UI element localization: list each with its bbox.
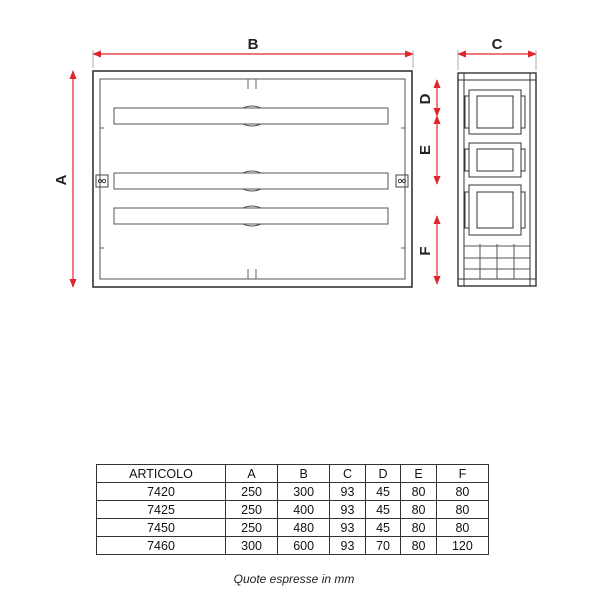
col-header: D — [365, 465, 401, 483]
side-compartment-middle — [465, 143, 525, 177]
table-cell: 80 — [436, 483, 488, 501]
dim-label-a: A — [53, 174, 70, 186]
dim-label-b: B — [247, 36, 259, 53]
col-header: A — [226, 465, 278, 483]
table-row — [97, 483, 489, 501]
col-header: B — [278, 465, 330, 483]
table-cell: 45 — [365, 483, 401, 501]
col-header: F — [436, 465, 488, 483]
table-row — [97, 501, 489, 519]
table-cell: 7425 — [97, 501, 226, 519]
table-header-row — [97, 465, 489, 483]
table-cell: 45 — [365, 519, 401, 537]
dim-label-c: C — [491, 36, 503, 53]
table-cell: 7420 — [97, 483, 226, 501]
table-cell: 70 — [365, 537, 401, 555]
side-view — [458, 73, 536, 286]
bracket-left — [96, 175, 108, 187]
side-compartment-lower — [465, 185, 525, 235]
table-cell: 120 — [436, 537, 488, 555]
table-cell: 80 — [401, 537, 437, 555]
dim-label-e: E — [417, 144, 434, 156]
table-cell: 300 — [278, 483, 330, 501]
din-rail-1 — [114, 106, 388, 126]
table-cell: 80 — [436, 519, 488, 537]
col-header: ARTICOLO — [97, 465, 226, 483]
dim-label-d: D — [417, 93, 434, 105]
table-cell: 80 — [401, 483, 437, 501]
table-cell: 300 — [226, 537, 278, 555]
table-cell: 80 — [401, 501, 437, 519]
table-cell: 80 — [436, 501, 488, 519]
table-cell: 480 — [278, 519, 330, 537]
bracket-right — [396, 175, 408, 187]
table-cell: 45 — [365, 501, 401, 519]
dimensions-table — [96, 464, 489, 555]
table-row — [97, 519, 489, 537]
col-header: E — [401, 465, 437, 483]
table-cell: 7450 — [97, 519, 226, 537]
din-rail-3 — [114, 206, 388, 226]
table-cell: 93 — [330, 519, 366, 537]
front-view — [93, 71, 412, 287]
table-cell: 250 — [226, 519, 278, 537]
dim-label-f: F — [417, 246, 434, 256]
table-cell: 93 — [330, 483, 366, 501]
din-rail-2 — [114, 171, 388, 191]
table-cell: 250 — [226, 483, 278, 501]
table-cell: 93 — [330, 501, 366, 519]
table-cell: 93 — [330, 537, 366, 555]
table-cell: 400 — [278, 501, 330, 519]
table-cell: 7460 — [97, 537, 226, 555]
table-cell: 600 — [278, 537, 330, 555]
front-outer-frame — [93, 71, 412, 287]
center-ticks — [100, 79, 405, 279]
units-caption: Quote espresse in mm — [233, 572, 355, 586]
side-compartment-upper — [465, 90, 525, 134]
table-row — [97, 537, 489, 555]
col-header: C — [330, 465, 366, 483]
dimensions — [73, 50, 536, 287]
side-ribs — [464, 244, 530, 279]
front-inner-frame — [100, 79, 405, 279]
table-cell: 250 — [226, 501, 278, 519]
table-cell: 80 — [401, 519, 437, 537]
